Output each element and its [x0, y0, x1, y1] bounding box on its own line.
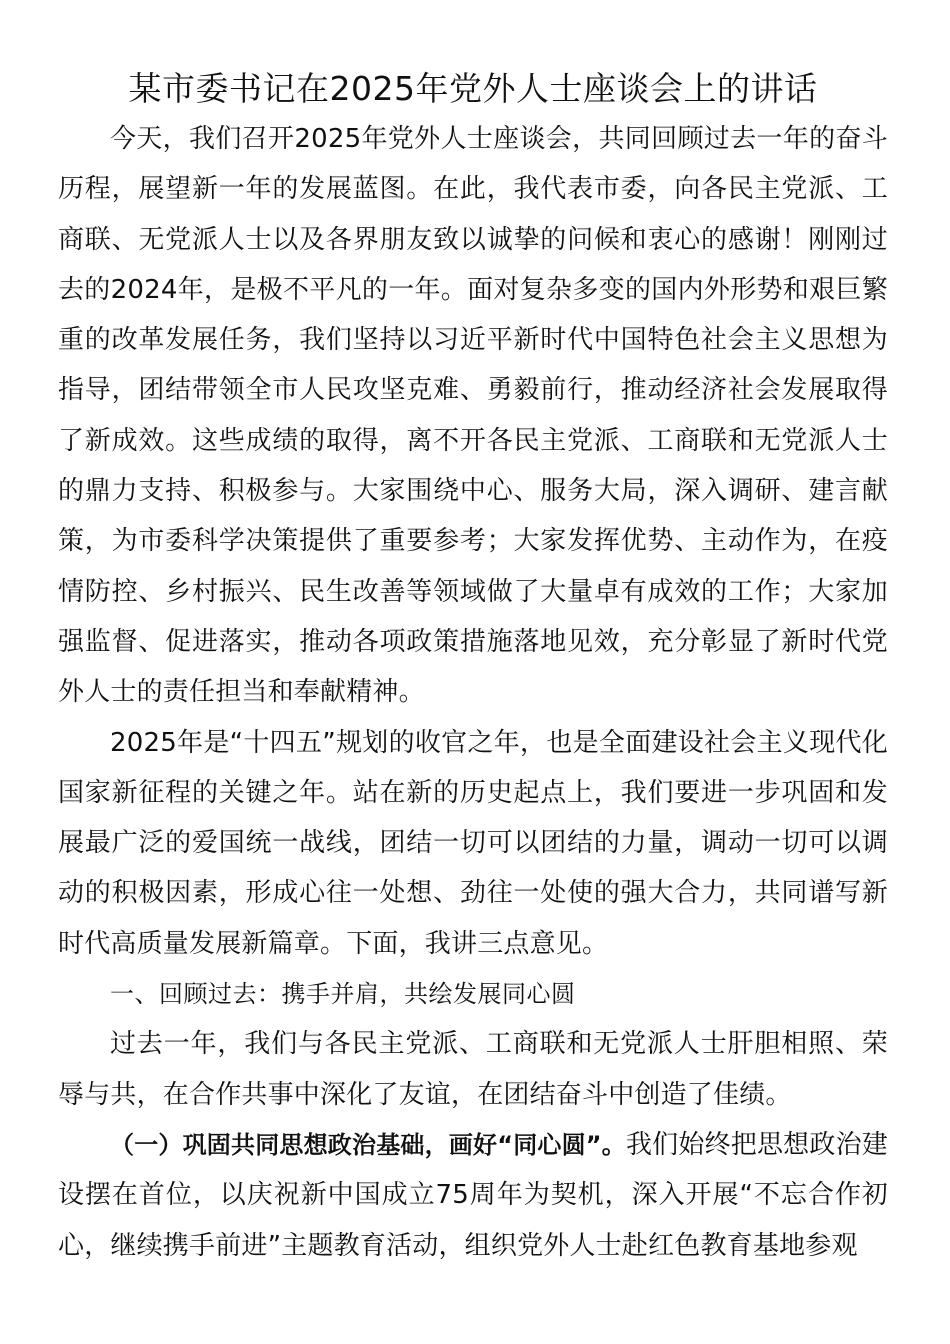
sub-section-paragraph: [58, 1120, 888, 1271]
document-title: 某市委书记在2025年党外人士座谈会上的讲话: [128, 69, 818, 108]
section-heading: 一、回顾过去：携手并肩，共绘发展同心圆: [110, 980, 576, 1009]
section-paragraph: 过去一年，我们与各民主党派、工商联和无党派人士肝胆相照、荣辱与共，在合作共事中深化了友谊，在团结奋斗中创造了佳绩。: [58, 1029, 888, 1110]
context-paragraph: 2025年是“十四五”规划的收官之年，也是全面建设社会主义现代化国家新征程的关键之年。站在新的历史起点上，我们要进一步巩固和发展最广泛的爱国统一战线，团结一切可以团结的力量，调动一切可以调动的积极因素，形成心往一处想、劲往一处使的强大合力，共同谱写新时代高质量发展新篇章。下面，我讲三点意见。: [58, 727, 888, 959]
sub-heading: （一）巩固共同思想政治基础，画好“同心圆”。: [110, 1130, 626, 1159]
document-page: [58, 64, 888, 1271]
intro-paragraph: 今天，我们召开2025年党外人士座谈会，共同回顾过去一年的奋斗历程，展望新一年的发展蓝图。在此，我代表市委，向各民主党派、工商联、无党派人士以及各界朋友致以诚挚的问候和衷心的感谢！刚刚过去的2024年，是极不平凡的一年。面对复杂多变的国内外形势和艰巨繁重的改革发展任务，我们坚持以习近平新时代中国特色社会主义思想为指导，团结带领全市人民攻坚克难、勇毅前行，推动经济社会发展取得了新成效。这些成绩的取得，离不开各民主党派、工商联和无党派人士的鼎力支持、积极参与。大家围绕中心、服务大局，深入调研、建言献策，为市委科学决策提供了重要参考；大家发挥优势、主动作为，在疫情防控、乡村振兴、民生改善等领域做了大量卓有成效的工作；大家加强监督、促进落实，推动各项政策措施落地见效，充分彰显了新时代党外人士的责任担当和奉献精神。: [58, 124, 888, 708]
sub-paragraph-text: 我们始终把思想政治建设摆在首位，以庆祝新中国成立75周年为契机，深入开展“不忘合作初心，继续携手前进”主题教育活动，组织党外人士赴红色教育基地参观: [58, 1129, 888, 1261]
